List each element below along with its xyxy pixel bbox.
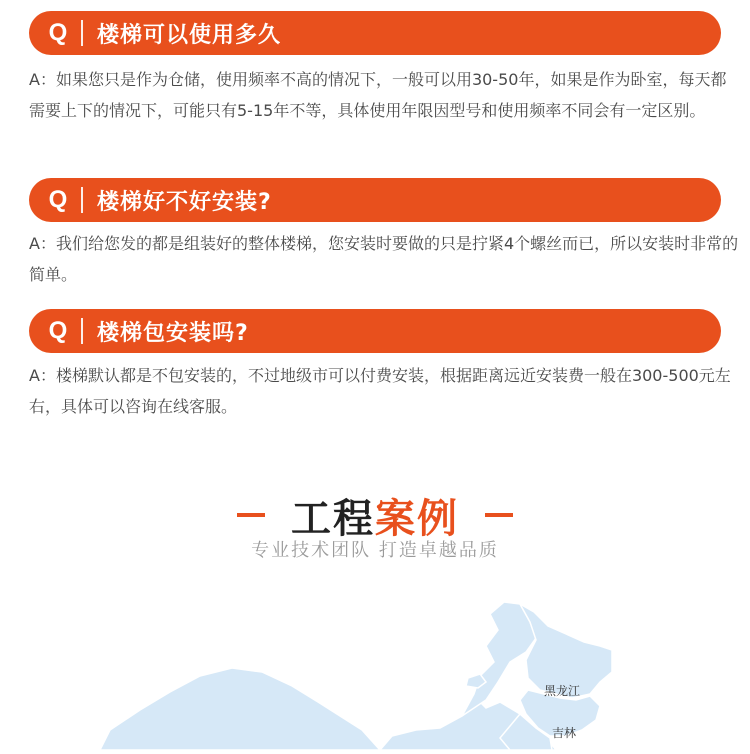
q-divider [81,20,83,46]
faq-question-bar [29,178,721,222]
title-dash-right [485,513,513,517]
faq-question: 楼梯好不好安装? [97,189,272,215]
section-subtitle: 专业技术团队 打造卓越品质 [251,540,499,561]
map-label-heilongjiang: 黑龙江 [544,684,581,698]
faq-answer: A：我们给您发的都是组装好的整体楼梯，您安装时要做的只是拧紧4个螺丝而已，所以安装时非常的简单。 [29,234,739,284]
china-map [0,590,750,750]
q-badge: Q [48,317,68,344]
faq-answer: A：如果您只是作为仓储，使用频率不高的情况下，一般可以用30-50年，如果是作为卧室，每天都需要上下的情况下，可能只有5-15年不等，具体使用年限因型号和使用频率不同会有一定区别。 [29,70,727,120]
map-label-jilin: 吉林 [552,726,577,740]
section-title [0,490,750,540]
china-map-graphic [0,590,750,750]
section-title-accent: 案例 [375,495,459,542]
faq-question-bar [29,309,721,353]
q-divider [81,187,83,213]
section-title-dark: 工程 [291,495,375,542]
faq-question: 楼梯可以使用多久 [97,22,282,48]
title-dash-left [237,513,265,517]
q-badge: Q [48,19,68,46]
faq-answer: A：楼梯默认都是不包安装的，不过地级市可以付费安装，根据距离远近安装费一般在300-500元左右，具体可以咨询在线客服。 [29,366,731,416]
map-region-west [100,668,380,750]
faq-question-bar [29,11,721,55]
q-divider [81,318,83,344]
q-badge: Q [48,186,68,213]
faq-question: 楼梯包安装吗? [97,320,249,346]
